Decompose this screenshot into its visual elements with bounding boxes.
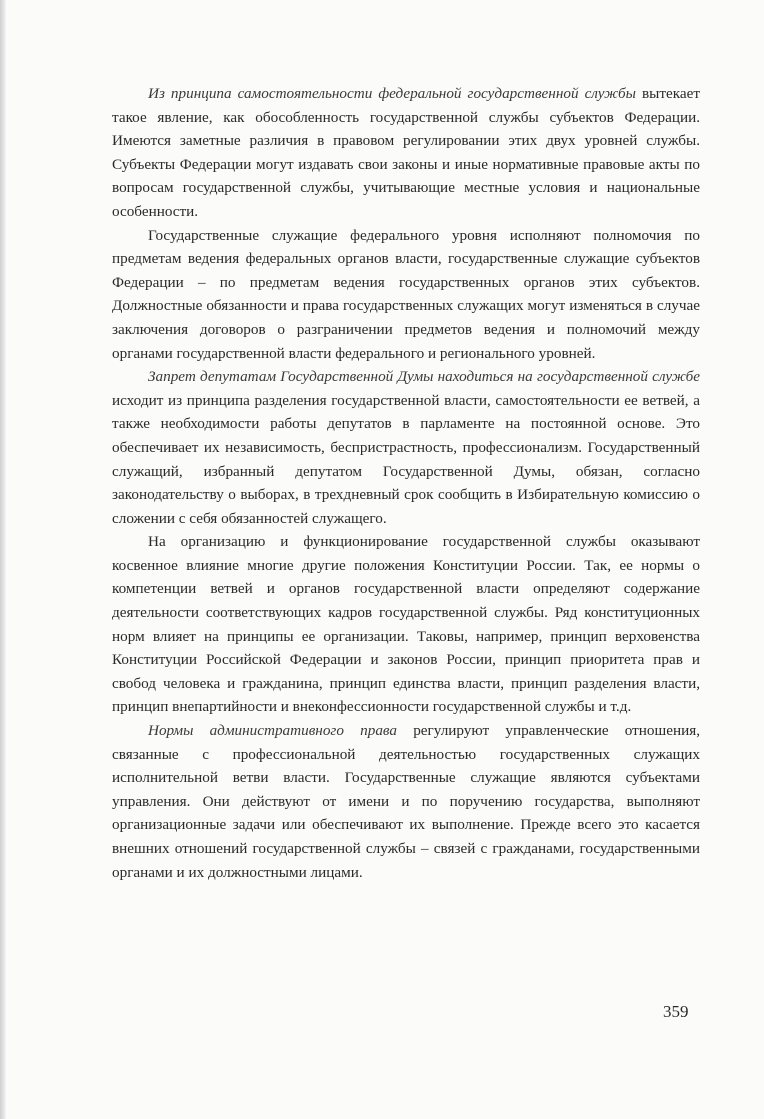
italic-lead: Из принципа самостоятельности федеральной государственной службы <box>148 85 636 102</box>
paragraph-text: вытекает такое явление, как обособленность государственной службы субъектов Федерации. Имеются заметные различия в правовом регулировании этих двух уровней службы. Субъекты Федерации могут издавать свои законы и иные нормативные правовые акты по вопросам государственной службы, учитывающие местные условия и национальные особенности. <box>112 85 700 220</box>
italic-lead: Запрет депутатам Государственной Думы находиться на государственной службе <box>148 368 700 386</box>
paragraph-text: На организацию и функционирование государственной службы оказывают косвенное влияние многие другие положения Конституции России. Так, ее нормы о компетенции ветвей и органов государственной власти определяют содержание деятельности соответствующих кадров государственной службы. Ряд конституционных норм влияет на принципы ее организации. Таковы, например, принцип верховенства Конституции Российской Федерации и законов России, принцип приоритета прав и свобод человека и гражданина, принцип единства власти, принцип разделения власти, принцип внепартийности и внеконфессионности государственной службы и т.д. <box>112 533 700 716</box>
paragraph-4 <box>112 530 700 719</box>
paragraph-text: Государственные служащие федерального уровня исполняют полномочия по предметам ведения федеральных органов власти, государственные служащие субъектов Федерации – по предметам ведения государственных органов этих субъектов. Должностные обязанности и права государственных служащих могут изменяться в случае заключения договоров о разграничении предметов ведения и полномочий между органами государственной власти федерального и регионального уровней. <box>112 226 700 362</box>
paragraph-text: исходит из принципа разделения государственной власти, самостоятельности ее ветвей, а также необходимости работы депутатов в парламенте на постоянной основе. Это обеспечивает их независимость, беспристрастность, профессионализм. Государственный служащий, избранный депутатом Государственной Думы, обязан, согласно законодательству о выборах, в трехдневный срок сообщить в Избирательную комиссию о сложении с себя обязанностей служащего. <box>112 391 700 527</box>
paragraph-text: регулируют управленческие отношения, связанные с профессиональной деятельностью государственных служащих исполнительной ветви власти. Государственные служащие являются субъектами управления. Они действуют от имени и по поручению государства, выполняют организационные задачи или обеспечивают их выполнение. Прежде всего это касается внешних отношений государственной службы – связей с гражданами, государственными органами и их должностными лицами. <box>112 722 700 881</box>
italic-lead: Нормы административного права <box>148 722 398 740</box>
body-text <box>112 82 700 884</box>
scan-edge <box>0 0 6 1119</box>
paragraph-3 <box>112 365 700 530</box>
paragraph-1 <box>112 82 700 224</box>
page-number: 359 <box>663 1002 689 1021</box>
paragraph-5 <box>112 719 700 884</box>
paragraph-2 <box>112 224 700 366</box>
